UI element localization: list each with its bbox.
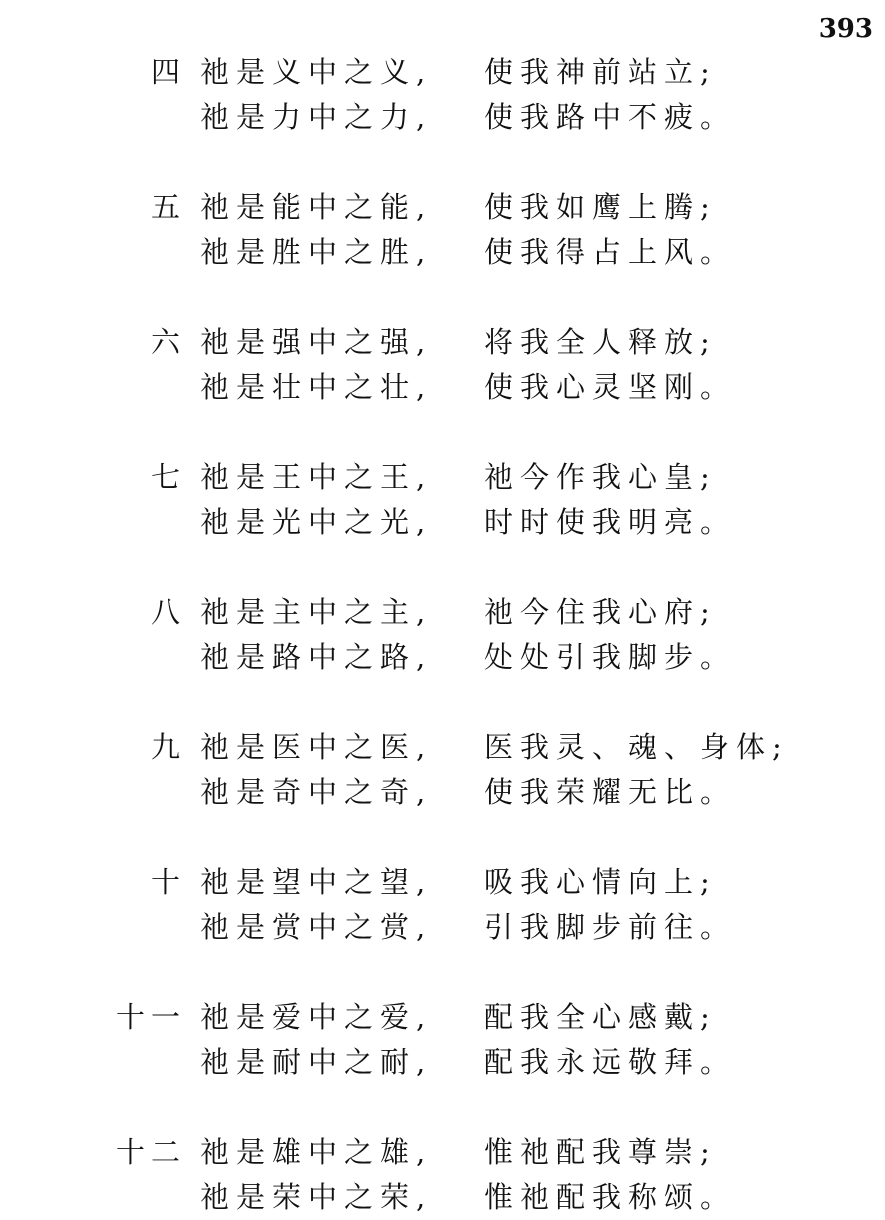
line-second-half: 医我灵、魂、身体; [484, 730, 789, 764]
line-second-half: 使我得占上风。 [484, 235, 737, 269]
line-second-half: 吸我心情向上; [484, 865, 717, 899]
stanza [0, 725, 885, 815]
line-first-half: 祂是荣中之荣, [200, 1180, 433, 1214]
line-first-half: 祂是主中之主, [200, 595, 433, 629]
line-first-half: 祂是王中之王, [200, 460, 433, 494]
line-first-half: 祂是赏中之赏, [200, 910, 433, 944]
line-second-half: 使我心灵坚刚。 [484, 370, 737, 404]
line-first-half: 祂是力中之力, [200, 100, 433, 134]
page-number: 393 [818, 14, 873, 44]
line-first-half: 祂是奇中之奇, [200, 775, 433, 809]
stanza [0, 1130, 885, 1220]
stanza-number: 十一 [115, 1000, 186, 1034]
stanza-line [0, 1130, 885, 1175]
stanza [0, 50, 885, 140]
line-second-half: 惟祂配我称颂。 [484, 1180, 737, 1214]
stanza-line [0, 230, 885, 275]
stanza-line [0, 50, 885, 95]
stanza [0, 320, 885, 410]
stanza [0, 590, 885, 680]
line-first-half: 祂是强中之强, [200, 325, 433, 359]
stanza-line [0, 905, 885, 950]
line-first-half: 祂是路中之路, [200, 640, 433, 674]
line-second-half: 配我永远敬拜。 [484, 1045, 737, 1079]
line-second-half: 使我荣耀无比。 [484, 775, 737, 809]
line-first-half: 祂是光中之光, [200, 505, 433, 539]
stanza-line [0, 1040, 885, 1085]
line-first-half: 祂是胜中之胜, [200, 235, 433, 269]
line-second-half: 祂今作我心皇; [484, 460, 717, 494]
line-second-half: 祂今住我心府; [484, 595, 717, 629]
stanza [0, 995, 885, 1085]
line-first-half: 祂是望中之望, [200, 865, 433, 899]
stanza-line [0, 770, 885, 815]
line-first-half: 祂是耐中之耐, [200, 1045, 433, 1079]
stanza-line [0, 320, 885, 365]
line-first-half: 祂是雄中之雄, [200, 1135, 433, 1169]
stanza-line [0, 725, 885, 770]
stanza-line [0, 635, 885, 680]
stanza-line [0, 995, 885, 1040]
line-first-half: 祂是义中之义, [200, 55, 433, 89]
line-first-half: 祂是医中之医, [200, 730, 433, 764]
line-second-half: 配我全心感戴; [484, 1000, 717, 1034]
stanza-number: 五 [150, 190, 186, 224]
line-second-half: 使我神前站立; [484, 55, 717, 89]
stanza-line [0, 185, 885, 230]
line-first-half: 祂是能中之能, [200, 190, 433, 224]
line-second-half: 引我脚步前往。 [484, 910, 737, 944]
stanza-line [0, 455, 885, 500]
stanza-number: 七 [150, 460, 186, 494]
stanza [0, 185, 885, 275]
line-second-half: 处处引我脚步。 [484, 640, 737, 674]
stanza [0, 860, 885, 950]
stanza-line [0, 590, 885, 635]
stanza-line [0, 860, 885, 905]
stanza-number: 十 [150, 865, 186, 899]
line-second-half: 惟祂配我尊崇; [484, 1135, 717, 1169]
line-second-half: 使我路中不疲。 [484, 100, 737, 134]
stanza-line [0, 500, 885, 545]
line-first-half: 祂是爱中之爱, [200, 1000, 433, 1034]
stanza-line [0, 95, 885, 140]
stanza-number: 十二 [115, 1135, 186, 1169]
line-second-half: 使我如鹰上腾; [484, 190, 717, 224]
line-second-half: 将我全人释放; [484, 325, 717, 359]
stanza-number: 六 [150, 325, 186, 359]
line-first-half: 祂是壮中之壮, [200, 370, 433, 404]
stanza-number: 八 [150, 595, 186, 629]
stanza-number: 四 [150, 55, 186, 89]
stanza-line [0, 1175, 885, 1220]
line-second-half: 时时使我明亮。 [484, 505, 737, 539]
stanza [0, 455, 885, 545]
stanza-line [0, 365, 885, 410]
stanza-number: 九 [150, 730, 186, 764]
